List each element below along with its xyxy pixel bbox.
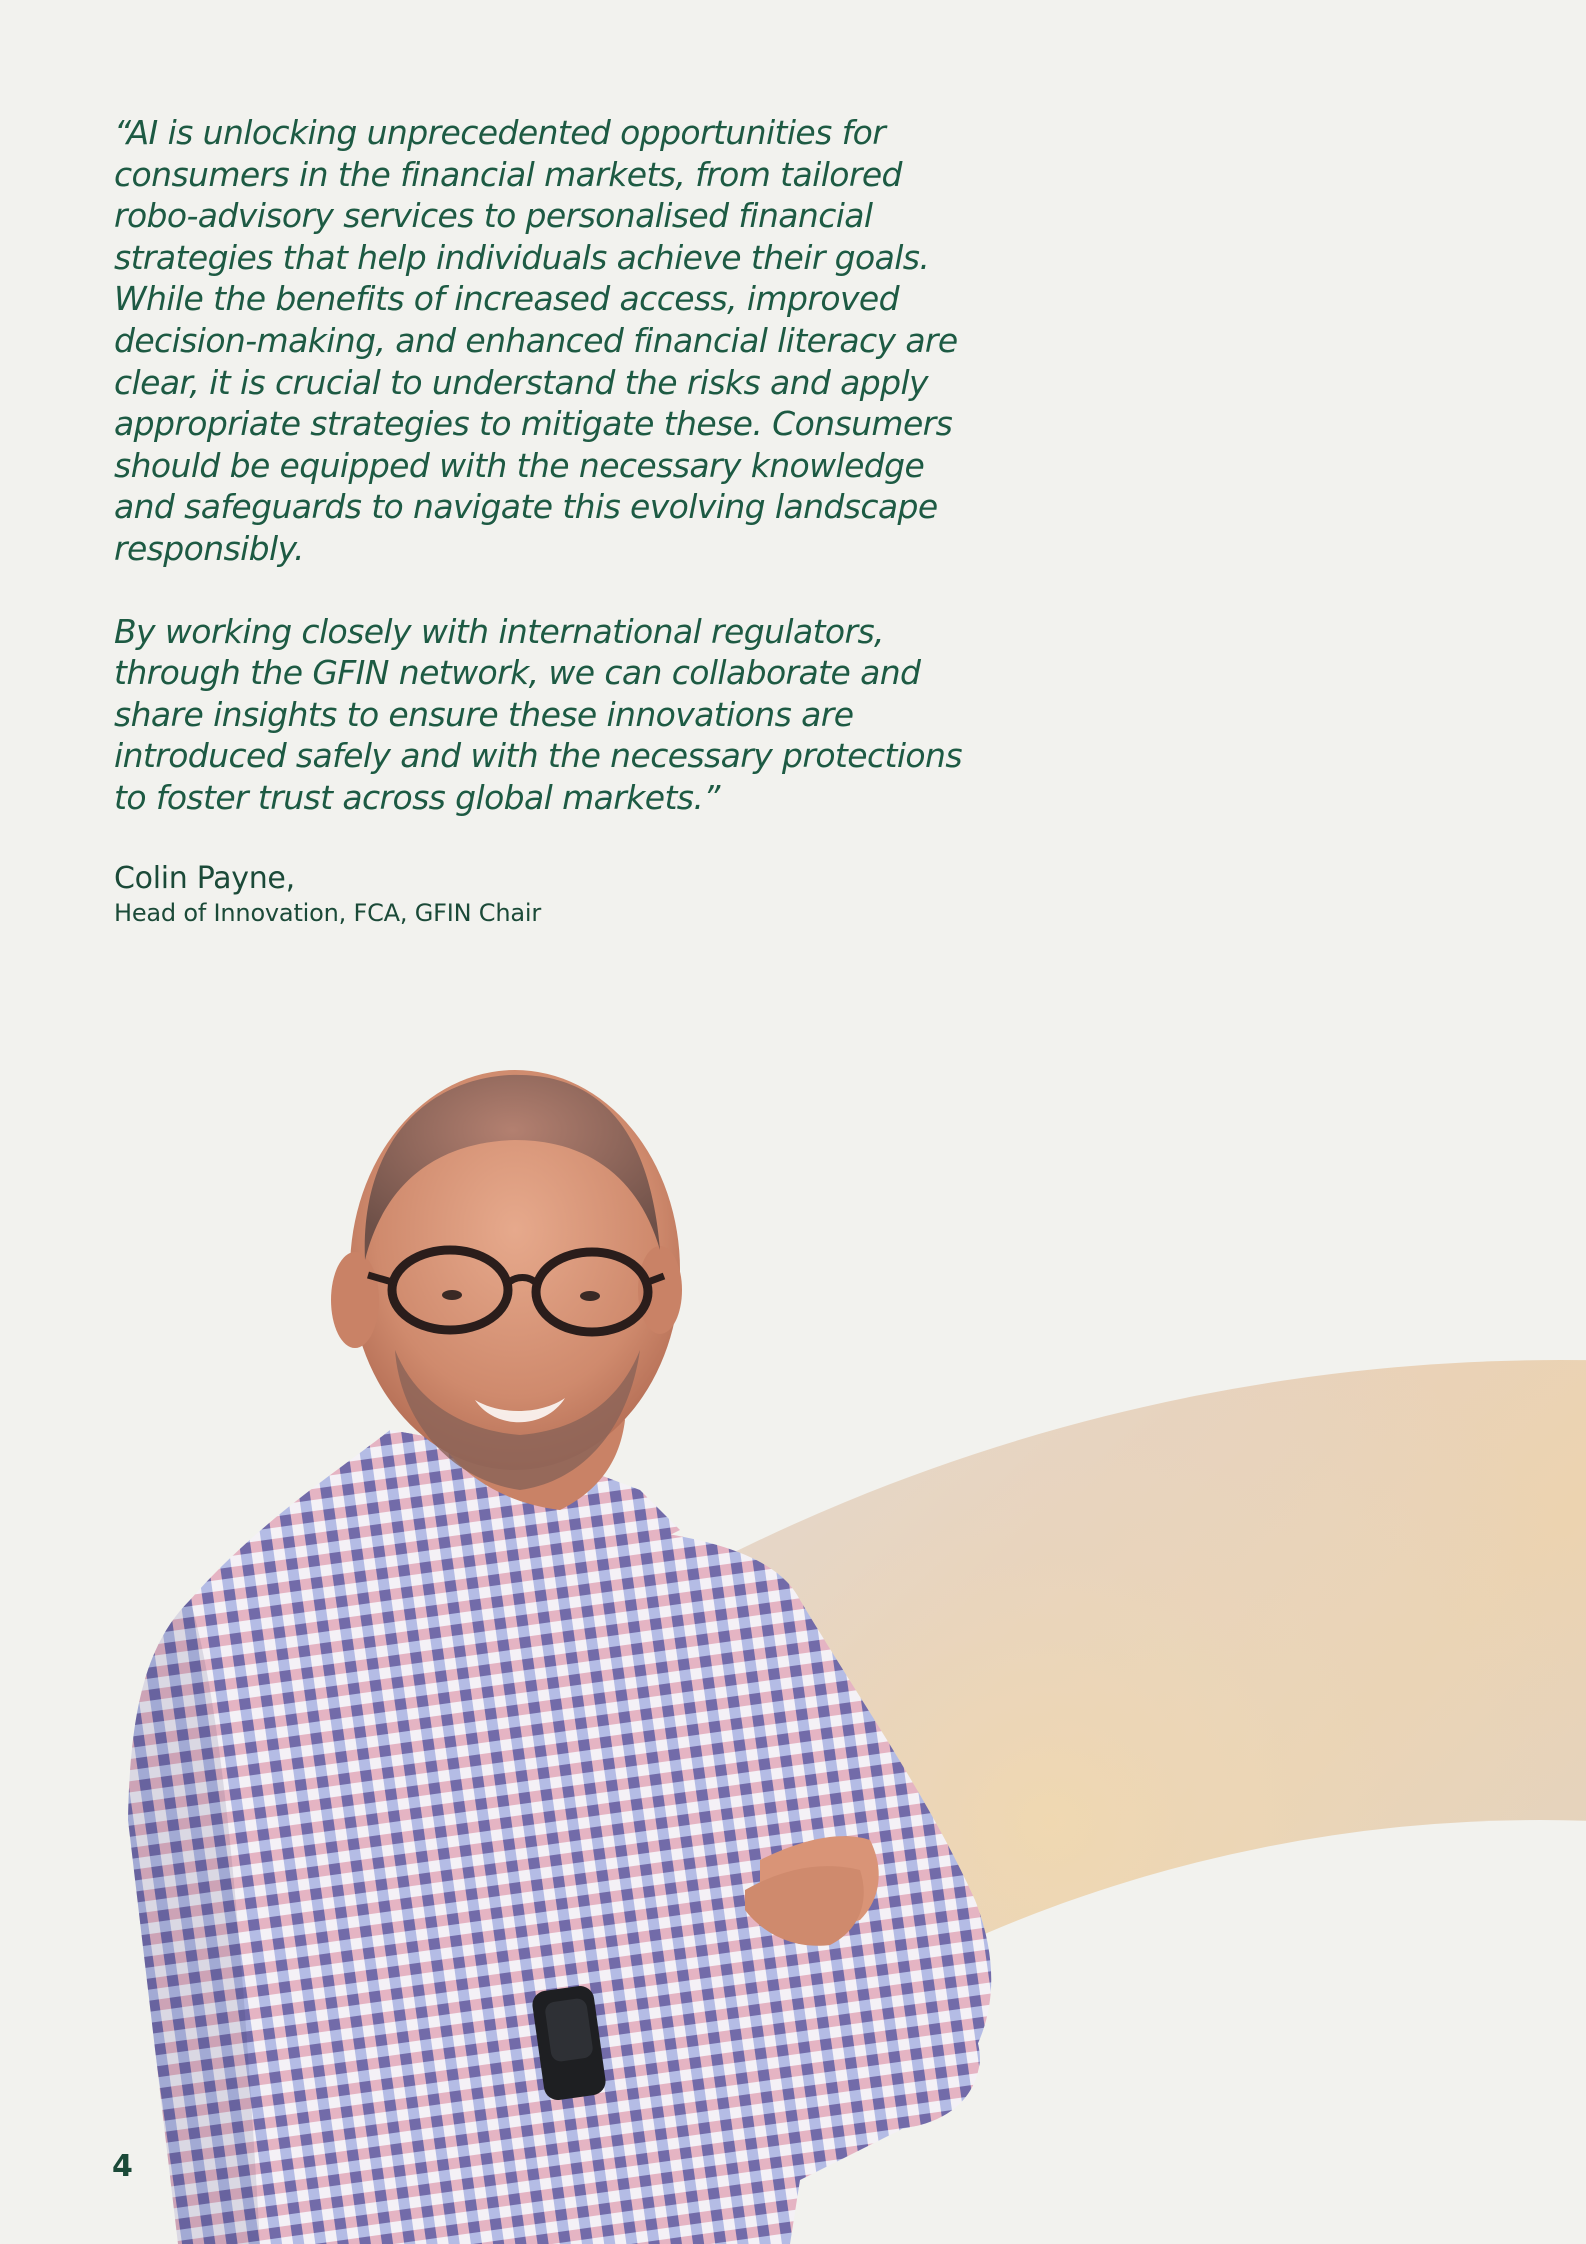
- attribution: [114, 860, 541, 928]
- quote-paragraph: By working closely with international regulators, through the GFIN network, we can collaborate and share insights to ensure these innovations are introduced safely and with the necessary protections to foster trust across global markets.”: [114, 611, 962, 817]
- quote-block: [114, 112, 974, 819]
- page-number: 4: [112, 2149, 133, 2184]
- quote-paragraph: “AI is unlocking unprecedented opportunities for consumers in the financial markets, from tailored robo-advisory services to personalised financial strategies that help individuals achieve their goals. While the benefits of increased access, improved decision-making, and enhanced financial literacy are clear, it is crucial to understand the risks and apply appropriate strategies to mitigate these. Consumers should be equipped with the necessary knowledge and safeguards to navigate this evolving landscape responsibly.: [114, 113, 958, 568]
- author-name: Colin Payne,: [114, 861, 295, 896]
- author-role: Head of Innovation, FCA, GFIN Chair: [114, 899, 541, 927]
